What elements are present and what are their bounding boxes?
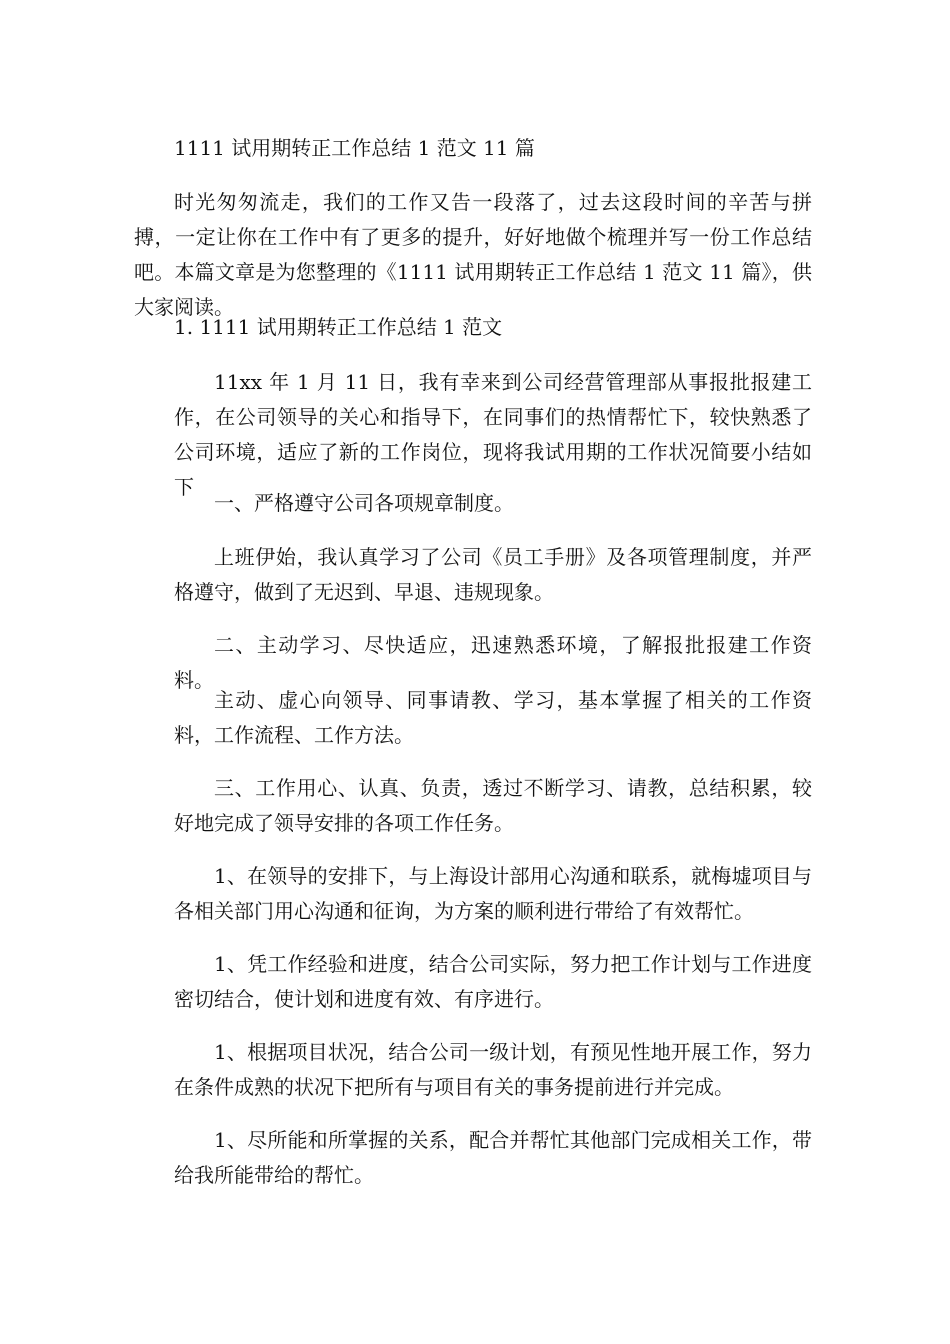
body-paragraph-7: 1、在领导的安排下，与上海设计部用心沟通和联系，就梅墟项目与各相关部门用心沟通和征询，为方案的顺利进行带给了有效帮忙。 (174, 864, 812, 923)
intro-paragraph: 时光匆匆流走，我们的工作又告一段落了，过去这段时间的辛苦与拼搏，一定让你在工作中有了更多的提升，好好地做个梳理并写一份工作总结吧。本篇文章是为您整理的《1111 试用期转正工作总结 1 范文 11 篇》，供大家阅读。 (134, 190, 812, 319)
body-paragraph-2: 一、严格遵守公司各项规章制度。 (214, 491, 514, 515)
body-paragraph-3: 上班伊始，我认真学习了公司《员工手册》及各项管理制度，并严格遵守，做到了无迟到、早退、违规现象。 (174, 545, 812, 604)
document-title: 1111 试用期转正工作总结 1 范文 11 篇 (174, 136, 535, 160)
body-paragraph-6: 三、工作用心、认真、负责，透过不断学习、请教，总结积累，较好地完成了领导安排的各项工作任务。 (174, 776, 812, 835)
body-paragraph-1: 11xx 年 1 月 11 日，我有幸来到公司经营管理部从事报批报建工作，在公司领导的关心和指导下，在同事们的热情帮忙下，较快熟悉了公司环境，适应了新的工作岗位，现将我试用期的工作状况简要小结如下 (174, 370, 812, 499)
body-paragraph-8: 1、凭工作经验和进度，结合公司实际，努力把工作计划与工作进度密切结合，使计划和进度有效、有序进行。 (174, 952, 812, 1011)
body-paragraph-5: 主动、虚心向领导、同事请教、学习，基本掌握了相关的工作资料，工作流程、工作方法。 (174, 688, 812, 747)
body-paragraph-4: 二、主动学习、尽快适应，迅速熟悉环境，了解报批报建工作资料。 (174, 633, 812, 692)
body-paragraph-9: 1、根据项目状况，结合公司一级计划，有预见性地开展工作，努力在条件成熟的状况下把所有与项目有关的事务提前进行并完成。 (174, 1040, 812, 1099)
section-heading: 1. 1111 试用期转正工作总结 1 范文 (174, 315, 503, 339)
body-paragraph-10: 1、尽所能和所掌握的关系，配合并帮忙其他部门完成相关工作，带给我所能带给的帮忙。 (174, 1128, 812, 1187)
